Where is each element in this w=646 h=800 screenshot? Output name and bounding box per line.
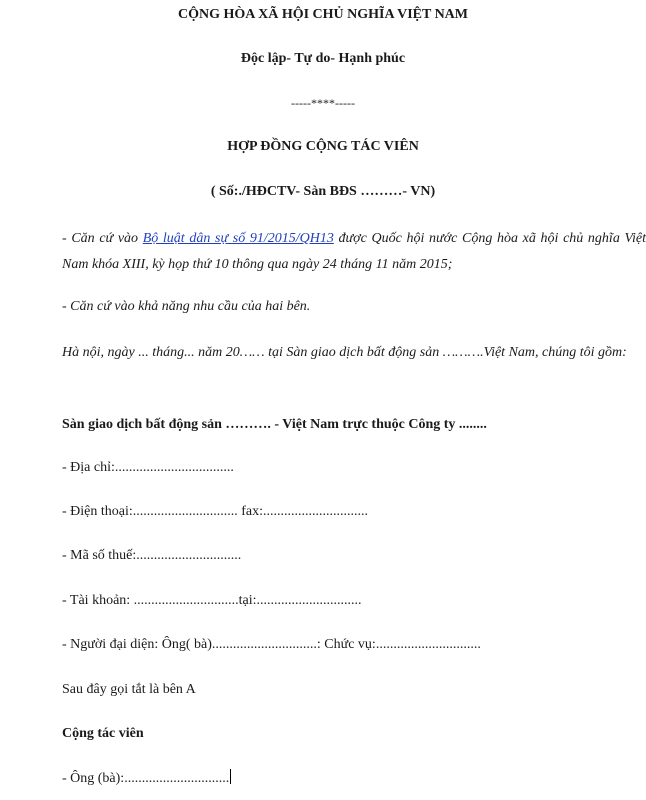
civil-code-link[interactable]: Bộ luật dân sự số 91/2015/QH13 [142, 231, 334, 246]
separator: -----****----- [291, 96, 355, 110]
party-a-alias: Sau đây gọi tắt là bên A [62, 682, 196, 697]
party-a-tax-code: - Mã số thuế:.............................. [62, 548, 242, 563]
text-cursor [230, 769, 231, 784]
party-a-phone-fax: - Điện thoại:.............................. fax:.............................. [62, 504, 369, 519]
law-basis-suffix: được Quốc hội nước Cộng hòa xã hội chủ nghĩa Việt Nam khóa XIII, kỳ họp thứ 10 thông qua ngày 24 tháng 11 năm 2015; [62, 231, 646, 272]
party-a-heading: Sàn giao dịch bất động sản ………. - Việt Nam trực thuộc Công ty ........ [62, 417, 487, 432]
law-basis-prefix: - Căn cứ vào [62, 231, 143, 246]
country-heading: CỘNG HÒA XÃ HỘI CHỦ NGHĨA VIỆT NAM [177, 7, 468, 22]
party-a-representative: - Người đại diện: Ông( bà)..............................: Chức vụ:.............................. [62, 637, 481, 652]
contract-title: HỢP ĐỒNG CỘNG TÁC VIÊN [227, 139, 419, 154]
party-a-account: - Tài khoản: ..............................tại:.............................. [62, 593, 362, 608]
needs-basis: - Căn cứ vào khả năng nhu cầu của hai bên. [62, 299, 311, 314]
collaborator-name: - Ông (bà):.............................. [62, 771, 230, 786]
collaborator-name-line[interactable] [62, 769, 646, 788]
place-date-paragraph: Hà nội, ngày ... tháng... năm 20…… tại Sàn giao dịch bất động sản ……….Việt Nam, chúng tôi gồm: [62, 345, 627, 360]
collaborator-heading: Cộng tác viên [62, 726, 144, 741]
contract-number: ( Số:./HĐCTV- Sàn BĐS ………- VN) [210, 184, 436, 199]
law-basis-paragraph [62, 226, 646, 278]
party-a-address: - Địa chỉ:.................................. [62, 460, 234, 475]
motto: Độc lập- Tự do- Hạnh phúc [240, 51, 406, 66]
